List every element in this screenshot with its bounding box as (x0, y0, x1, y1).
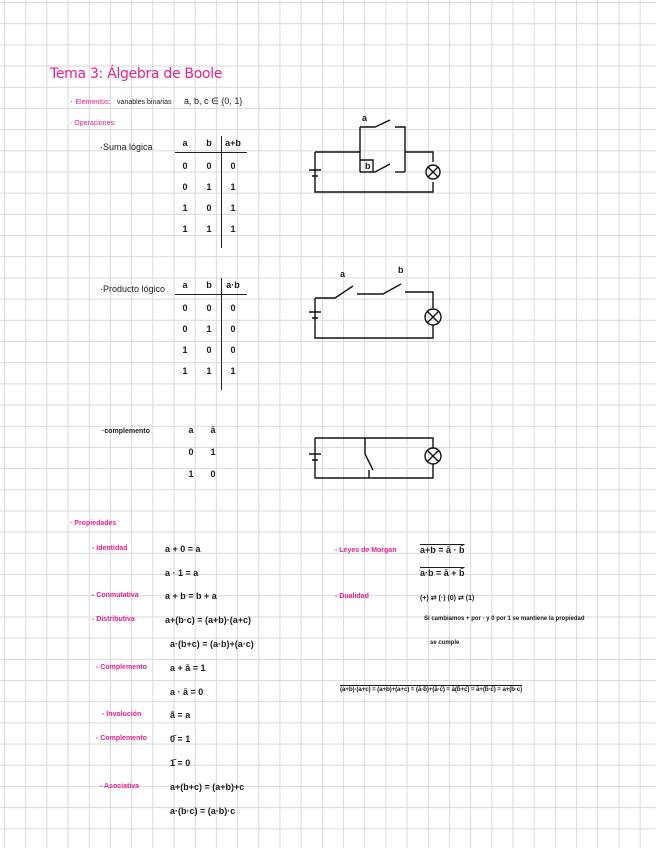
propiedades-label: · Propiedades (70, 520, 117, 527)
table-cell: 1 (230, 366, 236, 376)
complemento-table (183, 425, 221, 479)
table-cell: 0 (182, 182, 188, 192)
suma-table-header-rule (175, 152, 247, 153)
complemento-table-header (183, 425, 221, 435)
table-cell: 0 (206, 203, 212, 213)
suma-header-a: a (182, 138, 188, 148)
identidad-eq1: a + 0 = a (165, 544, 201, 554)
producto-table-divider (221, 278, 222, 390)
involucion-label-text: Involución (106, 711, 142, 718)
table-row (183, 447, 221, 457)
dualidad-note1: Si cambiamos + por · y 0 por 1 se mantiene la propiedad (424, 616, 585, 622)
conmutativa-eq1: a + b = b + a (165, 591, 217, 601)
dualidad-label-text: Dualidad (339, 593, 369, 600)
table-cell: 0 (182, 324, 188, 334)
complemento-header-a: a (188, 425, 194, 435)
involucion-eq1: ā̄ = a (170, 710, 191, 720)
producto-header-b: b (206, 280, 212, 290)
complemento-label-text: complemento (104, 428, 150, 435)
propiedades-label-text: Propiedades (74, 520, 117, 527)
parallel-circuit-diagram (305, 112, 445, 202)
distributiva-label-text: Distributiva (96, 616, 135, 623)
producto-table-header (177, 280, 241, 290)
table-cell: 1 (182, 224, 188, 234)
table-row (177, 303, 241, 313)
suma-header-result: a+b (225, 138, 241, 148)
table-cell: 0 (206, 161, 212, 171)
table-cell: 1 (182, 345, 188, 355)
suma-circuit-label-b: b (365, 161, 371, 171)
distributiva-eq2: a·(b+c) = (a·b)+(a·c) (170, 639, 254, 649)
table-cell: 0 (230, 303, 236, 313)
complemento-header-not-a: ā (210, 425, 216, 435)
complementos-eq2: 1̄ = 0 (170, 758, 191, 768)
dualidad-note2: se cumple (430, 640, 460, 646)
complement-circuit-diagram (305, 428, 445, 486)
suma-table-header (177, 138, 241, 148)
identidad-eq2: a · 1 = a (165, 568, 199, 578)
conmutativa-label: - Conmutativa (92, 592, 139, 599)
producto-header-result: a·b (226, 280, 240, 290)
table-cell: 0 (188, 447, 194, 457)
elementos-set: a, b, c ∈ {0, 1} (184, 96, 243, 106)
complemento-label: ·complemento (102, 428, 150, 435)
series-circuit-diagram (305, 270, 445, 345)
conmutativa-label-text: Conmutativa (96, 592, 139, 599)
table-row (177, 203, 241, 213)
morgan-label-text: Leyes de Morgan (339, 547, 397, 554)
table-row (177, 161, 241, 171)
table-cell: 1 (230, 224, 236, 234)
operaciones-label-text: Operaciones: (74, 120, 116, 127)
elementos-bullet: · (70, 96, 76, 106)
suma-header-b: b (206, 138, 212, 148)
asociativa-label-text: Asociativa (104, 783, 140, 790)
table-cell: 1 (182, 203, 188, 213)
morgan-example: (a+b)·(a+c) = (a+b)+(a+c) = (ā·b̄)+(ā·c̄) = ā(b̄+c̄) = ā+(b̄·c̄) = a+(b·c) (340, 686, 523, 693)
table-cell: 1 (206, 324, 212, 334)
table-cell: 1 (182, 366, 188, 376)
table-cell: 0 (210, 469, 216, 479)
table-row (177, 324, 241, 334)
asociativa-eq1: a+(b+c) = (a+b)+c (170, 782, 245, 792)
table-row (177, 182, 241, 192)
table-cell: 0 (230, 324, 236, 334)
distributiva-label: - Distributiva (92, 616, 135, 623)
table-cell: 0 (182, 161, 188, 171)
elementos-line (70, 96, 242, 107)
identidad-label: - Identidad (92, 545, 128, 552)
table-cell: 0 (230, 161, 236, 171)
dualidad-label: - Dualidad (335, 593, 369, 600)
table-cell: 1 (206, 224, 212, 234)
suma-label: ·Suma lógica (100, 142, 153, 152)
table-row (177, 366, 241, 376)
producto-circuit-label-b: b (398, 265, 404, 275)
table-cell: 0 (206, 345, 212, 355)
table-cell: 1 (230, 203, 236, 213)
producto-label: ·Producto lógico (100, 284, 166, 294)
table-row (177, 224, 241, 234)
morgan-eq2: a·b = ā + b̄ (420, 568, 465, 578)
table-cell: 0 (206, 303, 212, 313)
complementos-label: - Complemento (96, 735, 147, 742)
complementos-label-text: Complemento (100, 735, 147, 742)
complemento-prop-eq2: a · ā = 0 (170, 687, 204, 697)
producto-circuit-label-a: a (340, 269, 346, 279)
involucion-label: - Involución (102, 711, 142, 718)
producto-header-a: a (182, 280, 188, 290)
elementos-label: Elementos: (75, 99, 111, 106)
suma-table-divider (221, 136, 222, 248)
elementos-text: variables binarias (117, 99, 172, 106)
operaciones-label: · Operaciones: (70, 120, 116, 127)
morgan-label: - Leyes de Morgan (335, 547, 397, 554)
producto-label-text: Producto lógico (103, 284, 166, 294)
suma-label-text: Suma lógica (103, 142, 153, 152)
morgan-eq1: a+b = ā · b̄ (420, 545, 465, 555)
complemento-prop-label-text: Complemento (100, 664, 147, 671)
distributiva-eq1: a+(b·c) = (a+b)·(a+c) (165, 615, 252, 625)
identidad-label-text: Identidad (96, 545, 128, 552)
complemento-prop-label: - Complemento (96, 664, 147, 671)
suma-circuit-label-a: a (362, 113, 368, 123)
asociativa-label: - Asociativa (100, 783, 140, 790)
complemento-prop-eq1: a + ā = 1 (170, 663, 206, 673)
page-title: Tema 3: Álgebra de Boole (50, 66, 223, 82)
table-cell: 1 (206, 366, 212, 376)
table-row (183, 469, 221, 479)
table-row (177, 345, 241, 355)
dualidad-eq1: (+) ⇄ (·) (0) ⇄ (1) (420, 595, 475, 602)
table-cell: 1 (206, 182, 212, 192)
table-cell: 1 (188, 469, 194, 479)
table-cell: 0 (230, 345, 236, 355)
asociativa-eq2: a·(b·c) = (a·b)·c (170, 806, 236, 816)
table-cell: 1 (230, 182, 236, 192)
producto-table-header-rule (175, 294, 247, 295)
table-cell: 0 (182, 303, 188, 313)
complementos-eq1: 0̄ = 1 (170, 734, 191, 744)
table-cell: 1 (210, 447, 216, 457)
